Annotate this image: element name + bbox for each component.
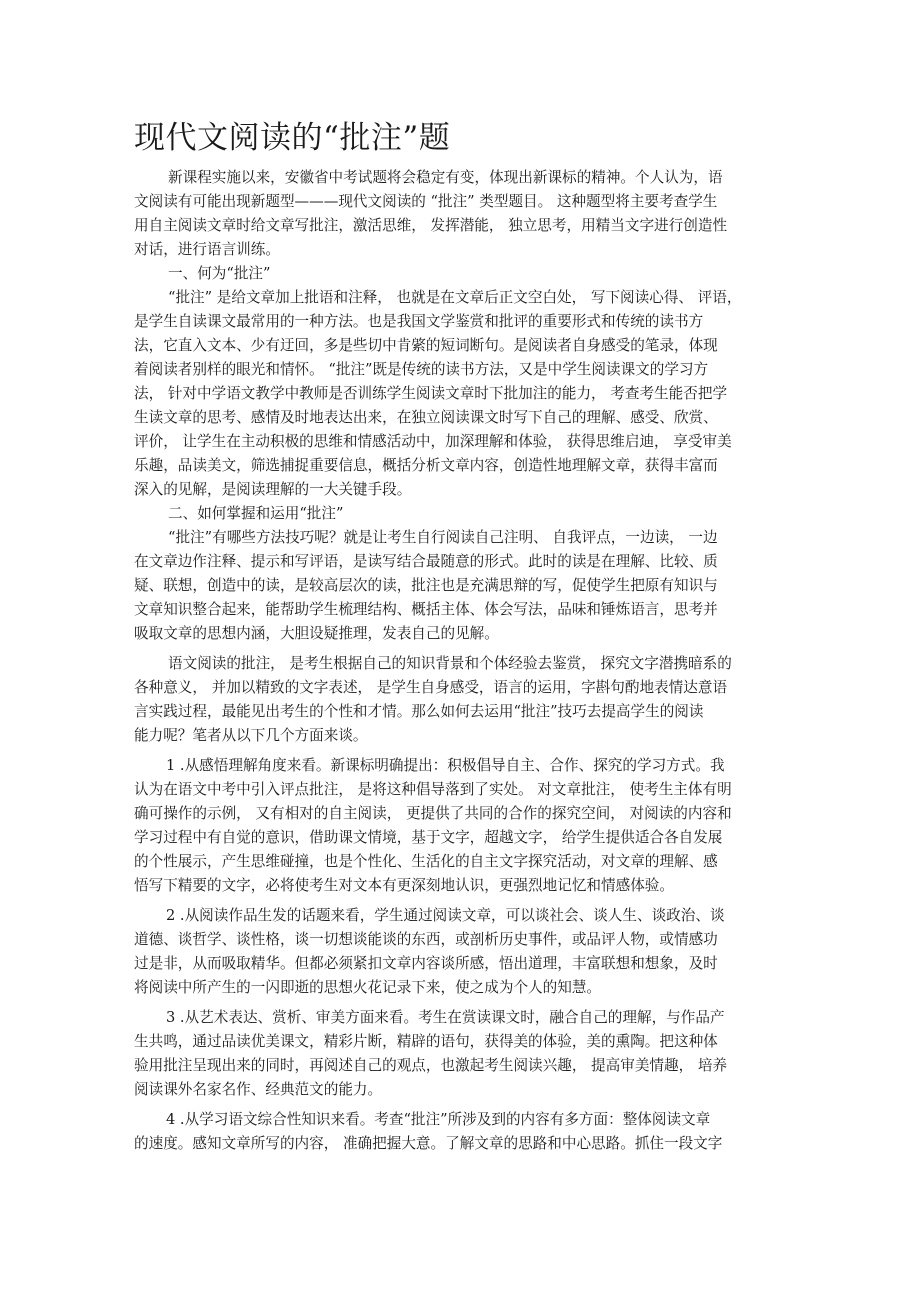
paragraph-point-4 xyxy=(134,1108,774,1156)
text-line: 法， 针对中学语文教学中教师是否训练学生阅读文章时下批加注的能力， 考查考生能否把学 xyxy=(134,385,728,402)
text-line: 各种意义， 并加以精致的文字表述， 是学生自身感受，语言的运用，字斟句酌地表情达意语 xyxy=(134,679,728,696)
text-line: 验用批注呈现出来的同时，再阅述自己的观点，也激起考生阅读兴趣， 提高审美情趣， 培养 xyxy=(134,1057,728,1074)
text-line: 道德、谈哲学、谈性格，谈一切想谈能谈的东西，或剖析历史事件，或品评人物，或情感功 xyxy=(134,931,718,948)
text-line: 的个性展示，产生思维碰撞，也是个性化、生活化的自主文字探究活动，对文章的理解、感 xyxy=(134,853,718,870)
text-line: 过是非，从而吸取精华。但都必须紧扣文章内容谈所感，悟出道理，丰富联想和想象，及时 xyxy=(134,955,718,972)
text-line: 评价， 让学生在主动积极的思维和情感活动中，加深理解和体验， 获得思维启迪， 享受审美 xyxy=(134,433,732,450)
text-line: 乐趣，品读美文，筛选捕捉重要信息，概括分析文章内容，创造性地理解文章，获得丰富而 xyxy=(134,457,718,474)
paragraph-intro xyxy=(134,166,774,262)
text-line: 深入的见解，是阅读理解的一大关键手段。 xyxy=(134,481,412,498)
text-line: 在文章边作注释、提示和写评语，是读写结合最随意的形式。此时的读是在理解、比较、质 xyxy=(134,553,718,570)
text-line: 语文阅读的批注， 是考生根据自己的知识背景和个体经验去鉴赏， 探究文字潜携暗系的 xyxy=(168,655,732,672)
text-line: 悟写下精要的文字，必将使考生对文本有更深刻地认识，更强烈地记忆和情感体验。 xyxy=(134,877,674,894)
text-line: 是学生自读课文最常用的一种方法。也是我国文学鉴赏和批评的重要形式和传统的读书方 xyxy=(134,313,704,330)
text-line: “批注” 是给文章加上批语和注释， 也就是在文章后正文空白处， 写下阅读心得、 评语， xyxy=(168,289,742,306)
paragraph-point-1 xyxy=(134,754,774,898)
text-line: 4 .从学习语文综合性知识来看。考查“批注”所涉及到的内容有多方面：整体阅读文章 xyxy=(166,1111,711,1128)
text-line: 对话，进行语言训练。 xyxy=(134,241,280,258)
text-line: 着阅读者别样的眼光和情怀。 “批注”既是传统的读书方法，又是中学生阅读课文的学习方 xyxy=(134,361,709,378)
text-line: 2 .从阅读作品生发的话题来看，学生通过阅读文章，可以谈社会、谈人生、谈政治、谈 xyxy=(166,907,725,924)
paragraph-point-3 xyxy=(134,1006,774,1102)
paragraph-how-to-annotate xyxy=(134,526,774,646)
text-line: 吸取文章的思想内涵，大胆设疑推理，发表自己的见解。 xyxy=(134,625,499,642)
section-heading-text: 二、如何掌握和运用“批注” xyxy=(168,505,344,522)
text-line: 疑、联想，创造中的读，是较高层次的读，批注也是充满思辩的写，促使学生把原有知识与 xyxy=(134,577,718,594)
text-line: 的速度。感知文章所写的内容， 准确把握大意。了解文章的思路和中心思路。抓住一段文字 xyxy=(134,1135,723,1152)
paragraph-what-is-annotation xyxy=(134,286,774,502)
text-line: 生共鸣，通过品读优美课文，精彩片断，精辟的语句，获得美的体验，美的熏陶。把这种体 xyxy=(134,1033,718,1050)
text-line: 认为在语文中考中引入评点批注， 是将这种倡导落到了实处。 对文章批注， 使考生主体有明 xyxy=(134,781,732,798)
text-line: 用自主阅读文章时给文章写批注，激活思维， 发挥潜能， 独立思考，用精当文字进行创造性 xyxy=(134,217,728,234)
text-line: 学习过程中有自觉的意识，借助课文情境，基于文字，超越文字， 给学生提供适合各自发展 xyxy=(134,829,723,846)
text-line: 3 .从艺术表达、赏析、审美方面来看。考生在赏读课文时，融合自己的理解，与作品产 xyxy=(166,1009,725,1026)
text-line: 生读文章的思考、感情及时地表达出来，在独立阅读课文时写下自己的理解、感受、欣赏、 xyxy=(134,409,718,426)
text-line: “批注”有哪些方法技巧呢？就是让考生自行阅读自己注明、 自我评点，一边读， 一边 xyxy=(168,529,718,546)
section-heading-text: 一、何为“批注” xyxy=(168,265,271,282)
document-body xyxy=(134,166,774,1156)
text-line: 确可操作的示例， 又有相对的自主阅读， 更提供了共同的合作的探究空间， 对阅读的内容和 xyxy=(134,805,732,822)
text-line: 阅读课外名家名作、经典范文的能力。 xyxy=(134,1081,383,1098)
paragraph-annotation-practice xyxy=(134,652,774,748)
text-line: 将阅读中所产生的一闪即逝的思想火花记录下来，使之成为个人的知慧。 xyxy=(134,979,602,996)
paragraph-point-2 xyxy=(134,904,774,1000)
text-line: 言实践过程，最能见出考生的个性和才情。那么如何去运用“批注”技巧去提高学生的阅读 xyxy=(134,703,704,720)
document-title: 现代文阅读的“批注”题 xyxy=(134,120,451,156)
text-line: 法，它直入文本、少有迂回，多是些切中肯綮的短词断句。是阅读者自身感受的笔录，体现 xyxy=(134,337,718,354)
section-heading-2 xyxy=(134,502,774,526)
text-line: 1 .从感悟理解角度来看。新课标明确提出：积极倡导自主、合作、探究的学习方式。我 xyxy=(166,757,725,774)
text-line: 文阅读有可能出现新题型———现代文阅读的 “批注” 类型题目。 这种题型将主要考查学生 xyxy=(134,193,718,210)
text-line: 新课程实施以来，安徽省中考试题将会稳定有变，体现出新课标的精神。个人认为，语 xyxy=(168,169,723,186)
section-heading-1 xyxy=(134,262,774,286)
text-line: 能力呢？笔者从以下几个方面来谈。 xyxy=(134,727,368,744)
text-line: 文章知识整合起来，能帮助学生梳理结构、概括主体、体会写法，品味和锤炼语言，思考并 xyxy=(134,601,718,618)
